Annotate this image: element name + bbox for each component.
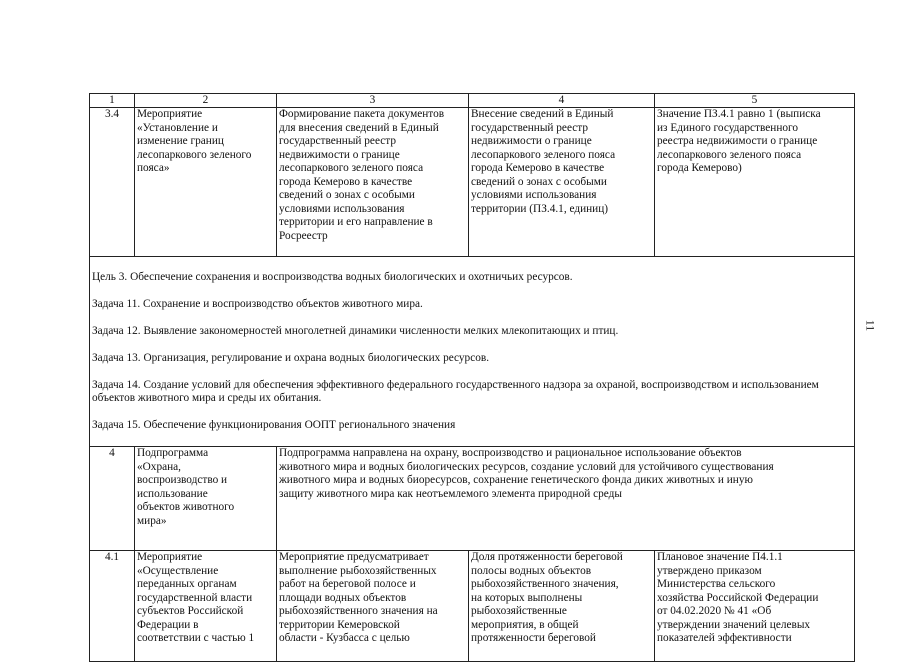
task-11: Задача 11. Сохранение и воспроизводство объектов животного мира. — [92, 297, 423, 310]
header-cell-3: 3 — [277, 94, 469, 108]
goals-row — [90, 257, 855, 447]
table-row-3-4 — [90, 108, 855, 257]
indicator: Внесение сведений в Единый государственный реестр недвижимости о границе лесопаркового зеленого пояса города Кемерово в качестве сведений о зонах с особыми условиями использования территории (ПЗ.4.1, единиц) — [469, 108, 655, 257]
measure-name: Мероприятие «Осуществление переданных органам государственной власти субъектов Российской Федерации в соответствии с частью 1 — [135, 551, 277, 662]
measure-description: Формирование пакета документов для внесения сведений в Единый государственный реестр недвижимости о границе лесопаркового зеленого пояса города Кемерово в качестве сведений о зонах с особыми условиями использования территории и его направление в Росреестр — [277, 108, 469, 257]
page-number: 11 — [863, 319, 878, 332]
goals-cell — [90, 257, 855, 447]
task-14: Задача 14. Создание условий для обеспечения эффективного федерального государственного надзора за охраной, воспроизводством и использованием объектов животного мира и среды их обитания. — [92, 378, 819, 404]
indicator: Доля протяженности береговой полосы водных объектов рыбохозяйственного значения, на которых выполнены рыбохозяйственные мероприятия, в общей протяженности береговой — [469, 551, 655, 662]
goal-3: Цель 3. Обеспечение сохранения и воспроизводства водных биологических и охотничьих ресурсов. — [92, 270, 573, 283]
target-value: Плановое значение П4.1.1 утверждено приказом Министерства сельского хозяйства Российской Федерации от 04.02.2020 № 41 «Об утверждении значений целевых показателей эффективности — [655, 551, 855, 662]
subprogram-description: Подпрограмма направлена на охрану, воспроизводство и рациональное использование объектов животного мира и водных биологических ресурсов, создание условий для устойчивого существования животного мира и водных биоресурсов, сохранение генетического фонда диких животных и иную защиту животного мира как неотъемлемого элемента природной среды — [277, 447, 855, 551]
header-cell-1: 1 — [90, 94, 135, 108]
task-13: Задача 13. Организация, регулирование и охрана водных биологических ресурсов. — [92, 351, 490, 364]
program-table — [89, 93, 855, 662]
subprogram-name: Подпрограмма «Охрана, воспроизводство и использование объектов животного мира» — [135, 447, 277, 551]
measure-name: Мероприятие «Установление и изменение границ лесопаркового зеленого пояса» — [135, 108, 277, 257]
header-cell-4: 4 — [469, 94, 655, 108]
row-number: 3.4 — [90, 108, 135, 257]
task-15: Задача 15. Обеспечение функционирования ООПТ регионального значения — [92, 419, 456, 431]
measure-description: Мероприятие предусматривает выполнение рыбохозяйственных работ на береговой полосе и площади водных объектов рыбохозяйственного значения на территории Кемеровской области - Кузбасса с целью — [277, 551, 469, 662]
header-cell-5: 5 — [655, 94, 855, 108]
header-cell-2: 2 — [135, 94, 277, 108]
target-value: Значение ПЗ.4.1 равно 1 (выписка из Единого государственного реестра недвижимости о границе лесопаркового зеленого пояса города Кемерово) — [655, 108, 855, 257]
table-row-4 — [90, 447, 855, 551]
table-row-4-1 — [90, 551, 855, 662]
row-number: 4.1 — [90, 551, 135, 662]
row-number: 4 — [90, 447, 135, 551]
task-12: Задача 12. Выявление закономерностей многолетней динамики численности мелких млекопитающих и птиц. — [92, 324, 619, 337]
header-row — [90, 94, 855, 108]
